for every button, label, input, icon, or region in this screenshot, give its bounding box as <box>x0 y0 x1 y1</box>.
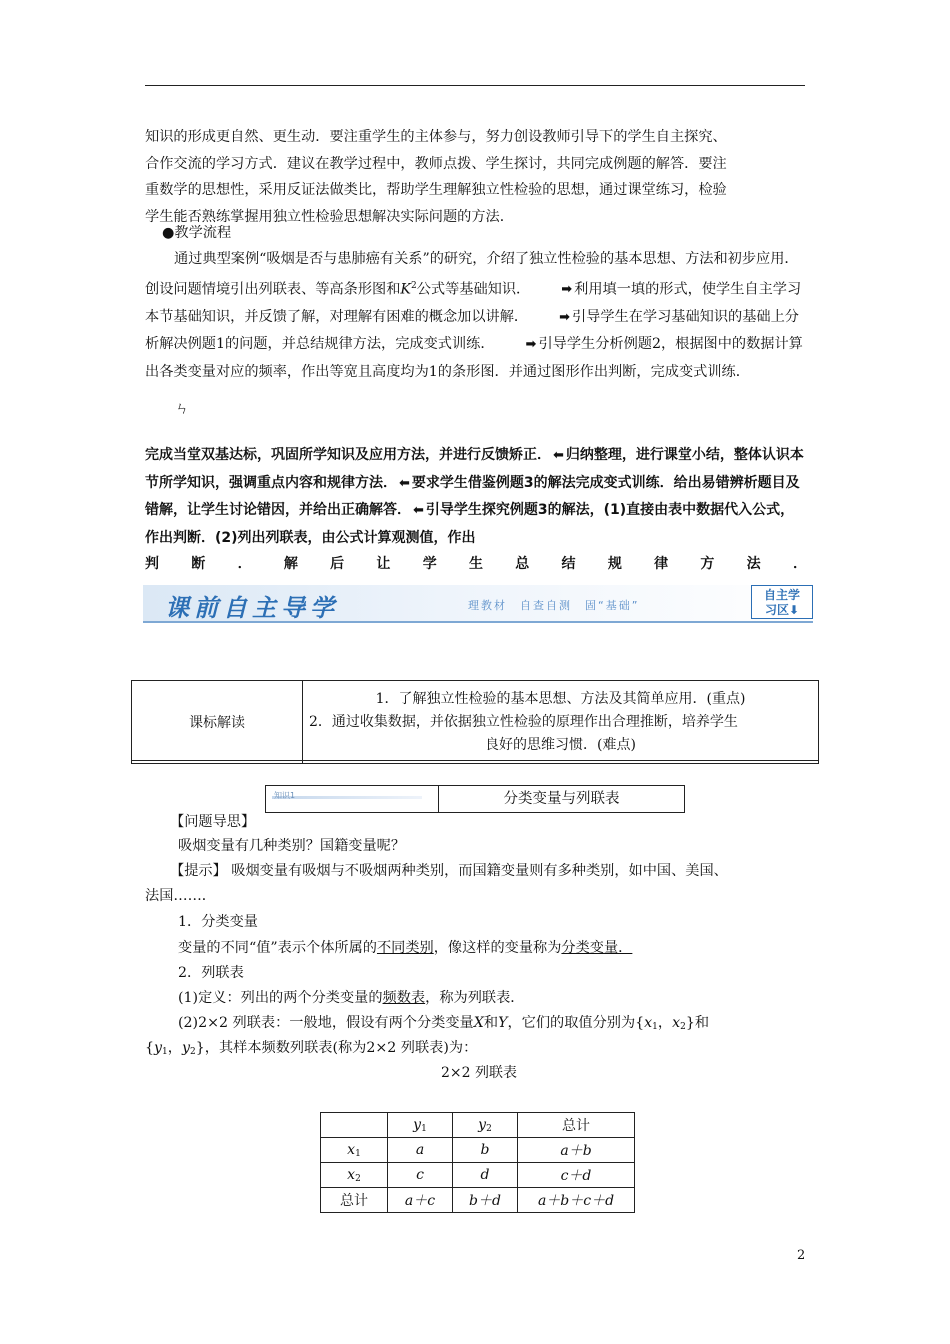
char: 法 <box>746 556 761 572</box>
standards-line-2: 2．通过收集数据，并依据独立性检验的原理作出合理推断，培养学生 <box>309 713 738 730</box>
char: 律 <box>654 556 669 572</box>
banner-title: 课前自主导学 <box>165 594 339 622</box>
page-number: 2 <box>797 1248 806 1263</box>
def-text-a: (1)定义：列出的两个分类变量的 <box>178 990 383 1006</box>
item1-text-b: ，像这样的变量称为 <box>433 940 562 956</box>
table-cell <box>321 1113 388 1138</box>
flow-text-5: 引导学生分析例题2，根据图中的数据计算出各类变量对应的频率，作出等宽且高度均为1的条形图．并通过图形作出判断，完成变式训练． <box>145 336 803 380</box>
x1-symbol: $x_1$ <box>644 1015 658 1032</box>
ct-intro-line-2: {$y_1$，$y_2$}，其样本频数列联表(称为2×2 列联表)为： <box>145 1040 478 1057</box>
x2-symbol: $x_2$ <box>672 1015 686 1032</box>
ct-text-c: }，其样本频数列联表(称为2×2 列联表)为： <box>195 1040 478 1056</box>
standards-label: 课标解读 <box>132 681 303 764</box>
flow-paragraph <box>145 246 807 385</box>
table-cell: d <box>453 1163 518 1188</box>
char: ． <box>792 556 807 572</box>
flow-text-1: 通过典型案例“吸烟是否与患肺癌有关系”的研究，介绍了独立性检验的基本思想、方法和初步应用．创设问题情境引出列联表、等高条形图和 <box>145 251 799 298</box>
row-label-x2: $x_2$ <box>321 1163 388 1188</box>
banner-box-line2: 习区⬇ <box>764 603 800 617</box>
bold-text-4: 引导学生探究例题3的解法，(1)直接由表中数据代入公式，作出判断．(2)列出列联表，由公式计算观测值，作出 <box>145 502 795 546</box>
table-header-y1: $y_1$ <box>388 1113 453 1138</box>
intro-line: 学生能否熟练掌握用独立性检验思想解决实际问题的方法． <box>145 208 514 225</box>
intro-line: 重数学的思想性，采用反证法做类比，帮助学生理解独立性检验的思想，通过课堂练习，检验 <box>145 182 727 198</box>
char: 后 <box>330 556 345 572</box>
table-cell: b <box>453 1138 518 1163</box>
item1-definition <box>178 937 632 957</box>
banner-box-line1: 自主学 <box>763 588 800 602</box>
var-Y: Y <box>498 1015 508 1031</box>
table-row <box>321 1163 635 1188</box>
contingency-table <box>320 1112 635 1213</box>
right-arrow-icon: ➡ <box>561 282 573 298</box>
left-arrow-icon: ⬅ <box>399 475 410 491</box>
item2-title: 2．列联表 <box>178 965 244 981</box>
char: 规 <box>607 556 622 572</box>
table-cell: a＋c <box>388 1188 453 1213</box>
intro-line: 合作交流的学习方式．建议在教学过程中，教师点拨、学生探讨，共同完成例题的解答．要注 <box>145 155 727 172</box>
row-label-x1: $x_1$ <box>321 1138 388 1163</box>
ct-and: 和 <box>483 1015 499 1031</box>
bold-text-3: 要求学生借鉴例题3的解法完成变式训练．给出易错辨析题目及错解，让学生讨论错因，并给出正确解答． <box>145 474 800 518</box>
char: 让 <box>376 556 391 572</box>
section-tag: 知识1 <box>274 791 296 800</box>
y2-symbol: $y_2$ <box>181 1040 196 1057</box>
flow-text-3: 利用填一填的形式，使学生自主学习本节基础知识，并反馈了解，对理解有困难的概念加以讲解． <box>145 281 802 325</box>
def-text-b: ，称为列联表． <box>425 990 525 1006</box>
k-superscript: 2 <box>411 280 417 291</box>
item1-title: 1．分类变量 <box>178 914 258 930</box>
table-header-y2: $y_2$ <box>453 1113 518 1138</box>
hint-label: 【提示】 <box>170 863 227 879</box>
char: 判 <box>145 556 159 572</box>
hint-text-2: 法国……． <box>145 888 216 904</box>
hint-text: 吸烟变量有吸烟与不吸烟两种类别，而国籍变量则有多种类别，如中国、美国、 <box>231 863 728 879</box>
hint-line <box>170 860 728 880</box>
char: 解 <box>283 556 298 572</box>
section-heading-box <box>265 785 685 813</box>
char: 学 <box>422 556 437 572</box>
char: 总 <box>515 556 530 572</box>
table-cell: a＋b＋c＋d <box>518 1188 635 1213</box>
table-row <box>321 1113 635 1138</box>
table-cell: a＋b <box>518 1138 635 1163</box>
section-banner <box>143 585 813 623</box>
section-title: 分类变量与列联表 <box>503 791 620 807</box>
header-rule <box>145 85 805 86</box>
table-row <box>321 1188 635 1213</box>
row-label-total: 总计 <box>321 1188 388 1213</box>
question-guide-label: 【问题导思】 <box>170 814 256 830</box>
var-X: X <box>473 1015 484 1031</box>
ct-text-b: ，它们的取值分别为{ <box>507 1015 645 1031</box>
banner-subtitle: 理教材 自查自测 固“基础” <box>468 599 640 612</box>
left-arrow-icon: ⬅ <box>413 503 424 518</box>
flow-title: ●教学流程 <box>162 225 232 241</box>
char: 生 <box>468 556 483 572</box>
item1-blank-1: 不同类别 <box>376 940 434 956</box>
question-text: 吸烟变量有几种类别？国籍变量呢？ <box>178 838 406 854</box>
curriculum-standards-table <box>131 680 819 764</box>
bold-paragraph <box>145 442 807 578</box>
table-header-total: 总计 <box>518 1113 635 1138</box>
char: ． <box>237 556 252 572</box>
table-cell: b＋d <box>453 1188 518 1213</box>
intro-line: 知识的形成更自然、更生动．要注重学生的主体参与，努力创设教师引导下的学生自主探究、 <box>145 129 727 145</box>
ct-intro-line: (2)2×2 列联表：一般地，假设有两个分类变量X和Y，它们的取值分别为{$x_1$，$x_2$}和 <box>178 1015 710 1032</box>
table-row <box>321 1138 635 1163</box>
table-cell: c <box>388 1163 453 1188</box>
table-cell: a <box>388 1138 453 1163</box>
char: 方 <box>700 556 715 572</box>
standards-line-1: 1．了解独立性检验的基本思想、方法及其简单应用．(重点) <box>375 690 746 707</box>
y1-symbol: $y_1$ <box>154 1040 168 1057</box>
table-cell: c＋d <box>518 1163 635 1188</box>
section-tag-cell <box>266 786 439 812</box>
flow-text-4: 引导学生在学习基础知识的基础上分析解决例题1的问题，并总结规律方法，完成变式训练． <box>145 308 799 353</box>
definition-line <box>178 987 524 1007</box>
bold-text-1: 完成当堂双基达标，巩固所学知识及应用方法，并进行反馈矫正． <box>145 447 551 463</box>
intro-paragraph <box>145 124 807 230</box>
standards-content <box>303 681 819 764</box>
bold-text-2: 归纳整理，进行课堂小结，整体认识本节所学知识，强调重点内容和规律方法． <box>145 447 804 491</box>
justified-last-line <box>145 551 807 578</box>
k-symbol: K <box>400 281 411 298</box>
banner-zone-box <box>751 585 813 619</box>
right-arrow-icon: ➡ <box>525 337 537 353</box>
table-bottom-rule <box>131 760 819 761</box>
def-blank: 频数表 <box>382 990 426 1006</box>
flow-text-2: 公式等基础知识． <box>416 281 531 298</box>
item1-blank-2: 分类变量． <box>561 940 633 956</box>
right-arrow-icon: ➡ <box>559 309 570 325</box>
item1-text-a: 变量的不同“值”表示个体所属的 <box>178 940 377 956</box>
stray-mark: ㄣ <box>175 401 189 417</box>
table-caption: 2×2 列联表 <box>441 1065 517 1081</box>
char: 断 <box>191 556 206 572</box>
ct-text-a: (2)2×2 列联表：一般地，假设有两个分类变量 <box>178 1015 474 1031</box>
left-arrow-icon: ⬅ <box>553 448 564 463</box>
char: 结 <box>561 556 576 572</box>
standards-line-3: 良好的思维习惯．(难点) <box>485 736 636 753</box>
